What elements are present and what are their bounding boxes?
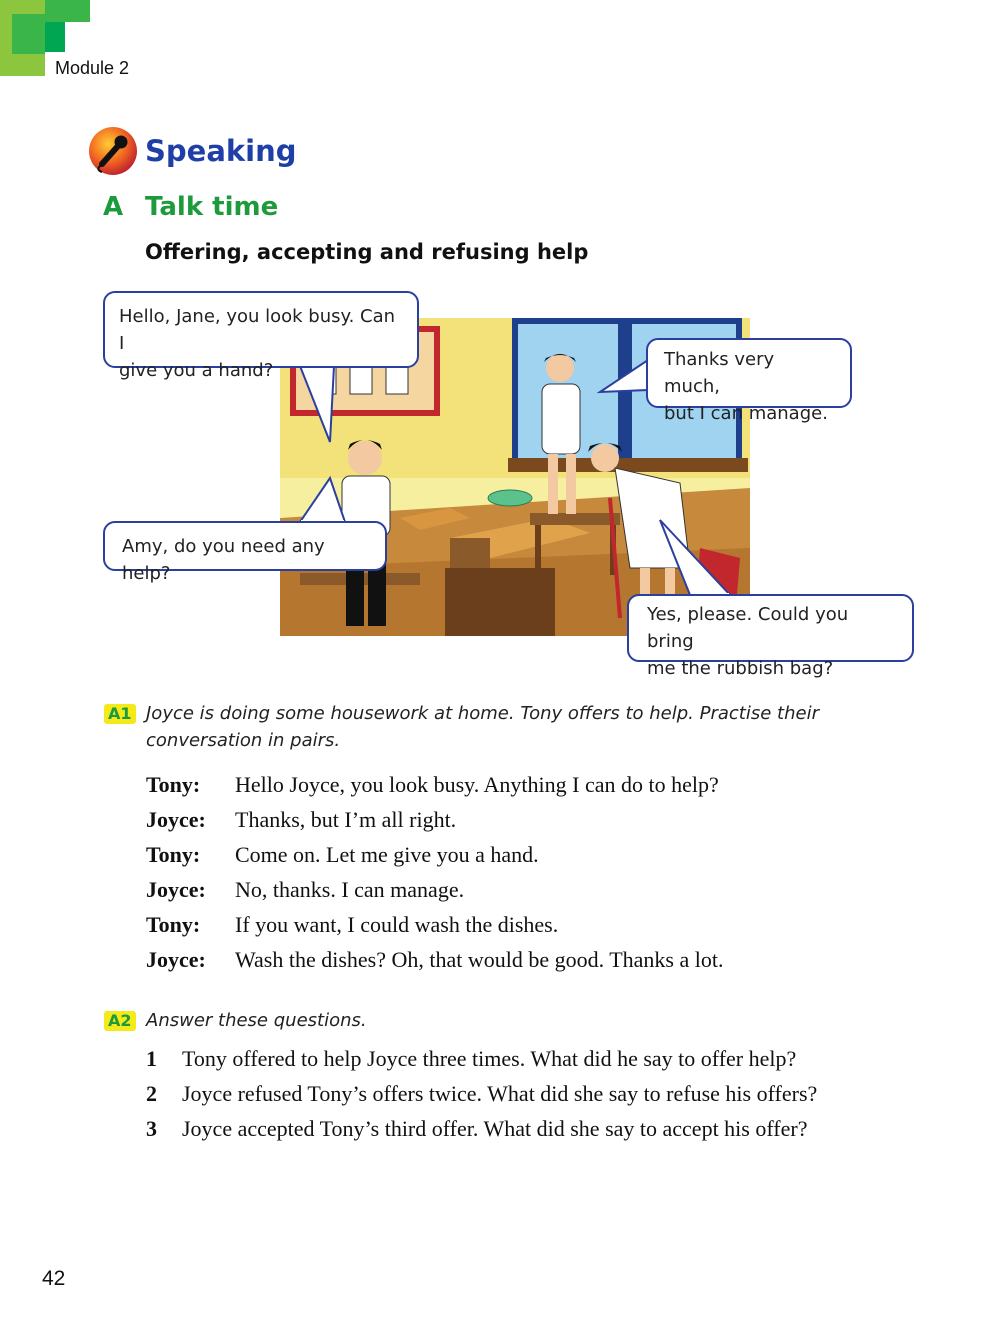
dialogue-line: Tony: Come on. Let me give you a hand. xyxy=(146,842,539,867)
a1-badge: A1 xyxy=(104,704,136,724)
a1-dialogue xyxy=(146,770,723,980)
module-label: Module 2 xyxy=(55,58,130,78)
part-title: Talk time xyxy=(145,192,279,222)
speech-bubble-refuse: Thanks very much, but I can manage. xyxy=(646,338,852,408)
part-letter: A xyxy=(103,192,124,222)
question-item: 2 Joyce refused Tony’s offers twice. What did she say to refuse his offers? xyxy=(146,1081,818,1106)
section-heading: Speaking xyxy=(145,134,297,168)
speech-bubble-offer-jane: Hello, Jane, you look busy. Can I give you a hand? xyxy=(103,291,419,368)
dialogue-line: Tony: Hello Joyce, you look busy. Anything I can do to help? xyxy=(146,772,719,797)
question-item: 3 Joyce accepted Tony’s third offer. What did she say to accept his offer? xyxy=(146,1116,808,1141)
dialogue-line: Joyce: Wash the dishes? Oh, that would be good. Thanks a lot. xyxy=(146,947,724,972)
a2-instruction: Answer these questions. xyxy=(146,1010,367,1031)
speech-bubble-accept: Yes, please. Could you bring me the rubbish bag? xyxy=(627,594,914,662)
speech-bubble-offer-amy: Amy, do you need any help? xyxy=(103,521,387,571)
dialogue-line: Tony: If you want, I could wash the dishes. xyxy=(146,912,559,937)
question-item: 1 Tony offered to help Joyce three times. What did he say to offer help? xyxy=(146,1046,797,1071)
page-number: 42 xyxy=(42,1267,66,1290)
a2-questions xyxy=(146,1044,876,1149)
a1-instruction: Joyce is doing some housework at home. Tony offers to help. Practise their conversation in pairs. xyxy=(146,703,819,751)
microphone-icon xyxy=(88,126,138,176)
a2-badge: A2 xyxy=(104,1011,136,1031)
part-subtitle: Offering, accepting and refusing help xyxy=(145,240,589,264)
dialogue-line: Joyce: No, thanks. I can manage. xyxy=(146,877,465,902)
dialogue-line: Joyce: Thanks, but I’m all right. xyxy=(146,807,457,832)
